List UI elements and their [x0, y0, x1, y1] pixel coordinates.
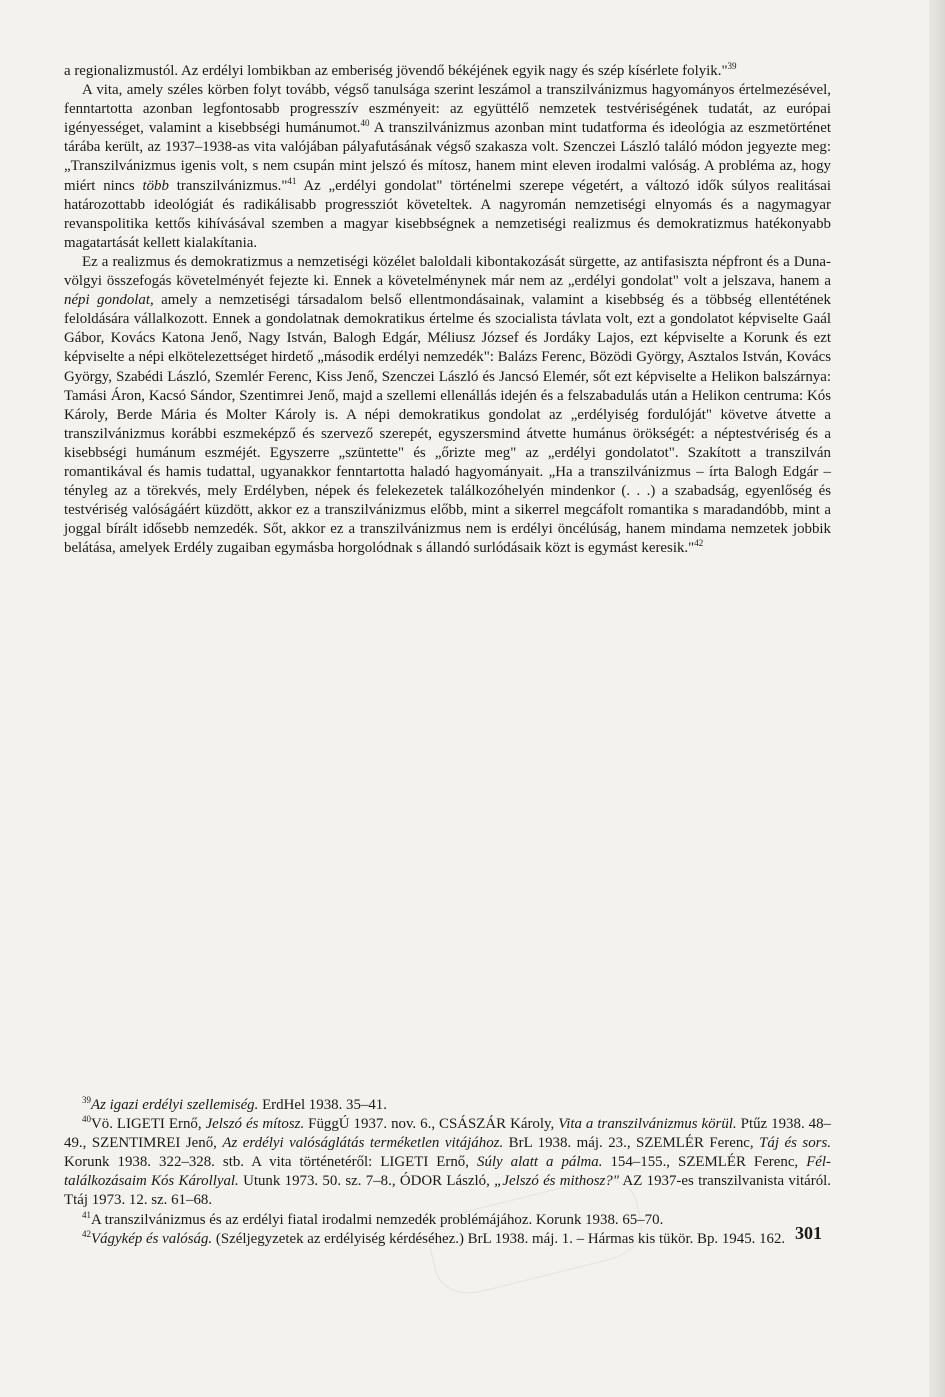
footnote-marker: 40 [82, 1114, 91, 1125]
text-run: 154–155., SZEMLÉR Ferenc, [602, 1154, 807, 1171]
footnote-marker: 40 [360, 118, 370, 129]
page-number: 301 [795, 1223, 822, 1243]
text-run: Ez a realizmus és demokratizmus a nemzetiségi közélet baloldali kibontakozását sürgette, az antifasiszta népfront és a Duna-völgyi összefogás követelményét fejezte ki. Ennek a követelménynek már nem az „erdélyi gondolat" volt a jelszava, hanem a [64, 253, 831, 290]
text-run: Vö. LIGETI Ernő, [91, 1116, 206, 1133]
footnote [64, 1115, 831, 1210]
text-run: (Széljegyzetek az erdélyiség kérdéséhez.) BrL 1938. máj. 1. – Hármas kis tükör. Bp. 1945. 162. [212, 1230, 786, 1247]
italic-text: „Jelszó és mithosz?" [494, 1173, 619, 1190]
footnote-marker: 41 [82, 1209, 91, 1220]
page-edge-shadow [929, 0, 945, 1397]
body-paragraph [64, 81, 831, 253]
footnote-marker: 41 [287, 175, 297, 186]
text-run: Ptűz 1938. 48–49., SZENTIMREI Jenő, [64, 1116, 832, 1152]
italic-text: Jelszó és mítosz. [205, 1116, 305, 1133]
footnote-marker: 42 [82, 1228, 91, 1239]
italic-text: több [142, 177, 169, 194]
italic-text: Az igazi erdélyi szellemiség. [91, 1097, 259, 1113]
main-text [64, 62, 831, 558]
text-run: AZ 1937-es transzilvanista vitáról. Ttáj 1973. 12. sz. 61–68. [64, 1173, 831, 1209]
italic-text: népi gondolat, [64, 292, 154, 309]
footnotes [64, 1096, 831, 1249]
text-run: Utunk 1973. 50. sz. 7–8., ÓDOR László, [238, 1173, 495, 1190]
footnote [64, 1230, 831, 1249]
body-paragraph [64, 253, 831, 559]
italic-text: Vita a transzilvánizmus körül. [558, 1116, 737, 1133]
text-run: A transzilvánizmus azonban mint tudatforma és ideológia az eszmetörténet tárába került, az 1937–1938-as vita valójában pályafutásának végső szakasza volt. Szenczei László találó módon jegyezte meg: „Transzilvánizmus igenis volt, s nem csupán mint jelszó és mítosz, hanem mint eleven irodalmi valóság. A probléma az, hogy miért nincs [64, 120, 831, 194]
footnote [64, 1096, 831, 1115]
italic-text: Súly alatt a pálma. [477, 1154, 603, 1171]
italic-text: Vágykép és valóság. [91, 1230, 213, 1247]
footnote-marker: 39 [727, 61, 737, 71]
text-run: BrL 1938. máj. 23., SZEMLÉR Ferenc, [503, 1135, 760, 1152]
italic-text: Fél-találkozásaim Kós Károllyal. [64, 1154, 831, 1190]
text-run: A transzilvánizmus és az erdélyi fiatal irodalmi nemzedék problémájához. Korunk 1938. 65–70. [91, 1211, 664, 1228]
text-run: ErdHel 1938. 35–41. [258, 1097, 387, 1113]
text-run: Korunk 1938. 322–328. stb. A vita történetéről: LIGETI Ernő, [64, 1154, 478, 1171]
italic-text: Az erdélyi valóságlátás terméketlen vitájához. [222, 1135, 504, 1152]
text-run: FüggÚ 1937. nov. 6., CSÁSZÁR Károly, [304, 1116, 559, 1133]
text-run: a regionalizmustól. Az erdélyi lombikban az emberiség jövendő békéjének egyik nagy és szép kísérlete folyik." [64, 63, 728, 79]
body-paragraph [64, 62, 831, 81]
italic-text: Táj és sors. [759, 1135, 831, 1152]
footnote-marker: 39 [82, 1095, 91, 1105]
text-run: Az „erdélyi gondolat" történelmi szerepe végetért, a változó idők súlyos realitásai határozottabb ideológiát és radikálisabb progressziót követeltek. A nagyromán nemzetiségi elnyomás és a nagymagyar revanspolitika kettős kihívásával szemben a magyar kisebbségnek a nemzetiségi realizmus és demokratizmus hatékonyabb magatartását kellett kialakítania. [64, 177, 831, 251]
text-run: A vita, amely széles körben folyt tovább, végső tanulsága szerint leszámol a transzilvánizmus hagyományos értelmezésével, fenntartotta azonban legfontosabb progresszív eszményeit: az együttélő nemzetek testvériségének tudatát, az európai igényességet, valamint a kisebbségi humánumot. [64, 82, 831, 137]
text-run: amely a nemzetiségi társadalom belső ellentmondásainak, valamint a kisebbség és a többség ellentétének feloldására vállalkozott. Ennek a gondolatnak demokratikus értelme és szocialista távlata volt, ezt a gondolatot képviselte Gaál Gábor, Kovács Katona Jenő, Nagy István, Balogh Edgár, Méliusz József és Jordáky Lajos, ezt képviselte a Korunk és ezt képviselte a népi elkötelezettséget hirdető „második erdélyi nemzedék": Balázs Ferenc, Bözödi György, Asztalos István, Kovács György, Szabédi László, Szemlér Ferenc, Kiss Jenő, Szenczei László és Jancsó Elemér, sőt ezt képviselte a Helikon balszárnya: Tamási Áron, Kacsó Sándor, Szentimrei Jenő, majd a szellemi ellenállás idején és a felszabadulás után a Helikon centruma: Kós Károly, Berde Mária és Molter Károly is. A népi demokratikus gondolat az „erdélyiség fordulóját" követve átvette a transzilvánizmus korábbi eszmeképző és szervező szerepét, egyszersmind átvette humánus örökségét: a néptestvériség és a kisebbségi humánum eszméjét. Egyszerre „szüntette" és „őrizte meg" az „erdélyi gondolatot". Szakított a transzilván romantikával és hamis tudattal, ugyanakkor fenntartotta haladó hagyományait. „Ha a transzilvánizmus – írta Balogh Edgár – tényleg az a törekvés, mely Erdélyben, népek és felekezetek találkozóhelyén mindenkor (. . .) a szabadság, egyenlőség és testvériség valóságáért küzdött, akkor ez a transzilvánizmus előbb, mint a sikerrel megcáfolt romantika s maradandóbb, mint a joggal bírált idősebb nemzedék. Sőt, akkor ez a transzilvánizmus nem is erdélyi öncélúság, hanem mindama nemzetek jobbik belátása, amelyek Erdély zugaiban egymásba horgolódnak s állandó surlódásaik közt is egymást keresik." [64, 292, 831, 557]
text-run: transzilvánizmus." [168, 177, 288, 194]
footnote-marker: 42 [694, 538, 704, 549]
footnote [64, 1211, 831, 1230]
